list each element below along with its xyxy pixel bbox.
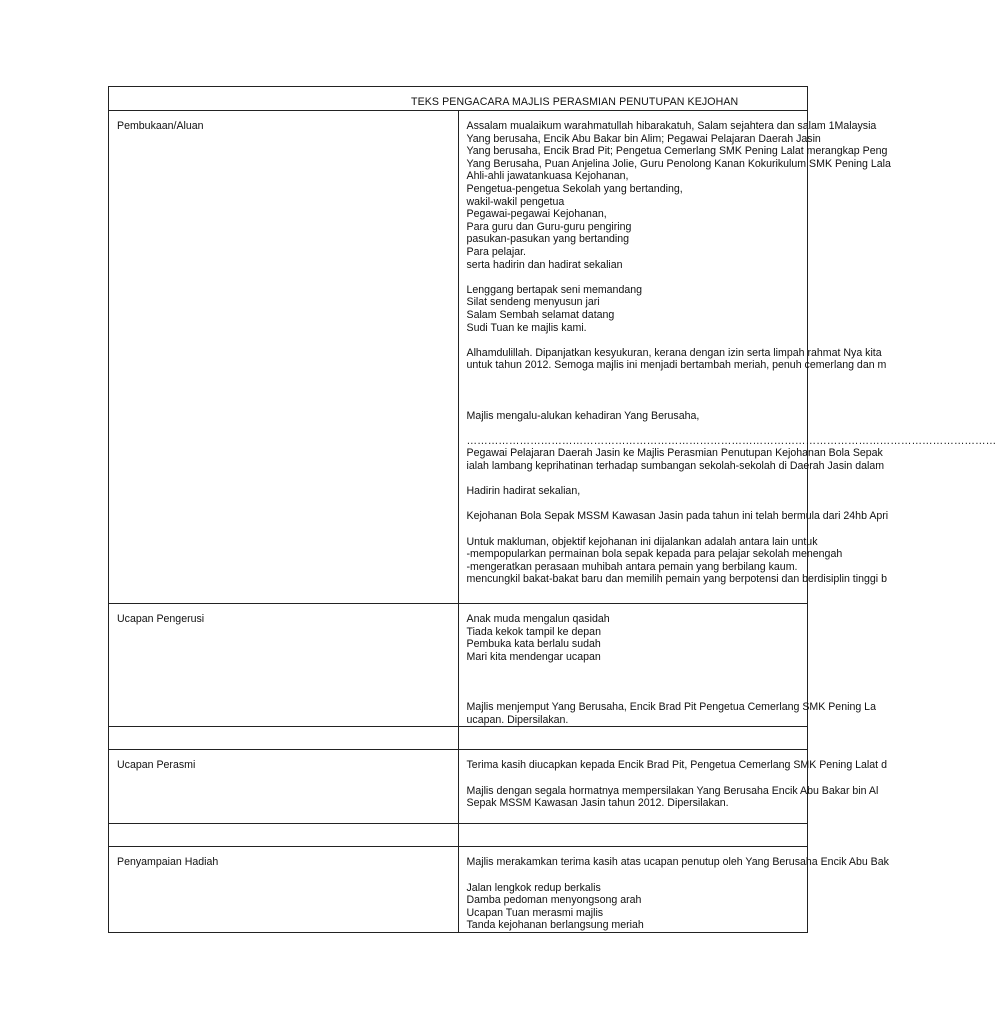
section-label: Penyampaian Hadiah <box>117 856 219 869</box>
text-line: Pegawai-pegawai Kejohanan, <box>466 208 607 221</box>
text-line: Yang Berusaha, Puan Anjelina Jolie, Guru Penolong Kanan Kokurikulum SMK Pening Lala <box>466 157 891 170</box>
paragraph <box>466 784 879 810</box>
text-line: Mari kita mendengar ucapan <box>466 650 601 663</box>
paragraph <box>466 701 876 726</box>
text-line: Alhamdulillah. Dipanjatkan kesyukuran, kerana dengan izin serta limpah rahmat Nya kita <box>466 346 882 359</box>
section-row <box>109 824 808 847</box>
paragraph <box>466 434 996 473</box>
section-content-cell <box>458 604 876 727</box>
text-line <box>467 384 808 397</box>
section-label-cell <box>109 847 459 933</box>
section-row <box>109 750 808 824</box>
text-line: …………………………………………………………………………………………………………………………………… <box>466 434 996 447</box>
paragraph <box>467 284 808 334</box>
section-content-cell <box>458 727 808 750</box>
text-line: Para guru dan Guru-guru pengiring <box>466 220 632 233</box>
section-row <box>109 111 808 604</box>
text-line: pasukan-pasukan yang bertanding <box>466 233 630 246</box>
section-label-cell <box>109 111 459 604</box>
section-row <box>109 847 808 933</box>
text-line: Anak muda mengalun qasidah <box>466 613 610 625</box>
paragraph <box>466 510 889 523</box>
text-line: Sudi Tuan ke majlis kami. <box>466 321 587 334</box>
text-line: Untuk makluman, objektif kejohanan ini dijalankan adalah antara lain untuk <box>466 535 818 548</box>
section-row <box>109 727 808 750</box>
text-line: Majlis dengan segala hormatnya mempersilakan Yang Berusaha Encik Abu Bakar bin Al <box>466 784 879 797</box>
section-content-cell <box>458 750 887 824</box>
text-line: Damba pedoman menyongsong arah <box>466 894 642 907</box>
section-label-cell <box>109 727 459 750</box>
text-line: Tanda kejohanan berlangsung meriah <box>466 919 644 932</box>
paragraph <box>467 613 808 663</box>
text-line: mencungkil bakat-bakat baru dan memilih pemain yang berpotensi dan berdisiplin tinggi b <box>466 573 887 586</box>
text-line: Pembuka kata berlalu sudah <box>466 638 601 651</box>
text-line: Ucapan Tuan merasmi majlis <box>466 906 604 919</box>
paragraph <box>467 384 808 397</box>
section-label-cell <box>109 604 459 727</box>
text-line: Assalam mualaikum warahmatullah hibarakatuh, Salam sejahtera dan salam 1Malaysia <box>466 120 877 132</box>
paragraph <box>467 485 808 498</box>
text-line: untuk tahun 2012. Semoga majlis ini menjadi bertambah meriah, penuh cemerlang dan m <box>466 359 887 372</box>
text-line: Majlis mengalu-alukan kehadiran Yang Berusaha, <box>466 409 700 422</box>
section-content-cell <box>458 847 889 933</box>
text-line: -mengeratkan perasaan muhibah antara pemain yang berbilang kaum. <box>466 560 798 573</box>
title-row <box>109 87 808 111</box>
document-title: TEKS PENGACARA MAJLIS PERASMIAN PENUTUPAN KEJOHAN <box>411 96 739 108</box>
section-label: Ucapan Perasmi <box>117 759 196 772</box>
text-line: Kejohanan Bola Sepak MSSM Kawasan Jasin pada tahun ini telah bermula dari 24hb Apri <box>466 510 889 523</box>
title-cell <box>109 87 808 111</box>
paragraph <box>466 759 887 772</box>
text-line: Majlis menjemput Yang Berusaha, Encik Brad Pit Pengetua Cemerlang SMK Pening La <box>466 701 876 714</box>
text-line: Salam Sembah selamat datang <box>466 308 615 321</box>
text-line: Ahli-ahli jawatankuasa Kejohanan, <box>466 170 629 183</box>
text-line: Sepak MSSM Kawasan Jasin tahun 2012. Dipersilakan. <box>466 797 729 810</box>
emcee-script-table <box>108 86 996 933</box>
text-line: Pegawai Pelajaran Daerah Jasin ke Majlis Perasmian Penutupan Kejohanan Bola Sepak <box>466 447 883 460</box>
text-line: serta hadirin dan hadirat sekalian <box>466 258 623 271</box>
text-line: Lenggang bertapak seni memandang <box>466 283 643 296</box>
paragraph <box>466 346 887 372</box>
text-line: Jalan lengkok redup berkalis <box>466 881 601 894</box>
paragraph <box>467 410 808 423</box>
section-content-cell <box>458 111 996 604</box>
text-line <box>467 676 808 689</box>
paragraph <box>466 535 887 586</box>
text-line: Para pelajar. <box>466 245 526 258</box>
text-line: Pengetua-pengetua Sekolah yang bertanding, <box>466 182 683 195</box>
section-label: Ucapan Pengerusi <box>117 613 205 625</box>
paragraph <box>466 856 889 869</box>
section-label-cell <box>109 824 459 847</box>
text-line: ialah lambang keprihatinan terhadap sumbangan sekolah-sekolah di Daerah Jasin dalam <box>466 460 885 473</box>
section-content-cell <box>458 824 808 847</box>
text-line: ucapan. Dipersilakan. <box>466 713 569 726</box>
paragraph <box>467 882 808 932</box>
text-line: -mempopularkan permainan bola sepak kepada para pelajar sekolah menengah <box>466 548 843 561</box>
text-line: wakil-wakil pengetua <box>466 195 565 208</box>
text-line: Tiada kekok tampil ke depan <box>466 625 601 638</box>
text-line: Yang berusaha, Encik Brad Pit; Pengetua Cemerlang SMK Pening Lalat merangkap Peng <box>466 145 888 158</box>
text-line: Terima kasih diucapkan kepada Encik Brad Pit, Pengetua Cemerlang SMK Pening Lalat d <box>466 759 887 772</box>
text-line: Hadirin hadirat sekalian, <box>466 485 581 498</box>
section-label <box>109 727 458 736</box>
paragraph <box>467 676 808 689</box>
section-label-cell <box>109 750 459 824</box>
paragraph <box>466 120 891 271</box>
text-line: Yang berusaha, Encik Abu Bakar bin Alim; Pegawai Pelajaran Daerah Jasin <box>466 132 821 145</box>
text-line: Majlis merakamkan terima kasih atas ucapan penutup oleh Yang Berusaha Encik Abu Bak <box>466 856 889 869</box>
section-row <box>109 604 808 727</box>
section-label <box>109 824 458 833</box>
section-label: Pembukaan/Aluan <box>117 120 204 132</box>
text-line: Silat sendeng menyusun jari <box>466 296 600 309</box>
